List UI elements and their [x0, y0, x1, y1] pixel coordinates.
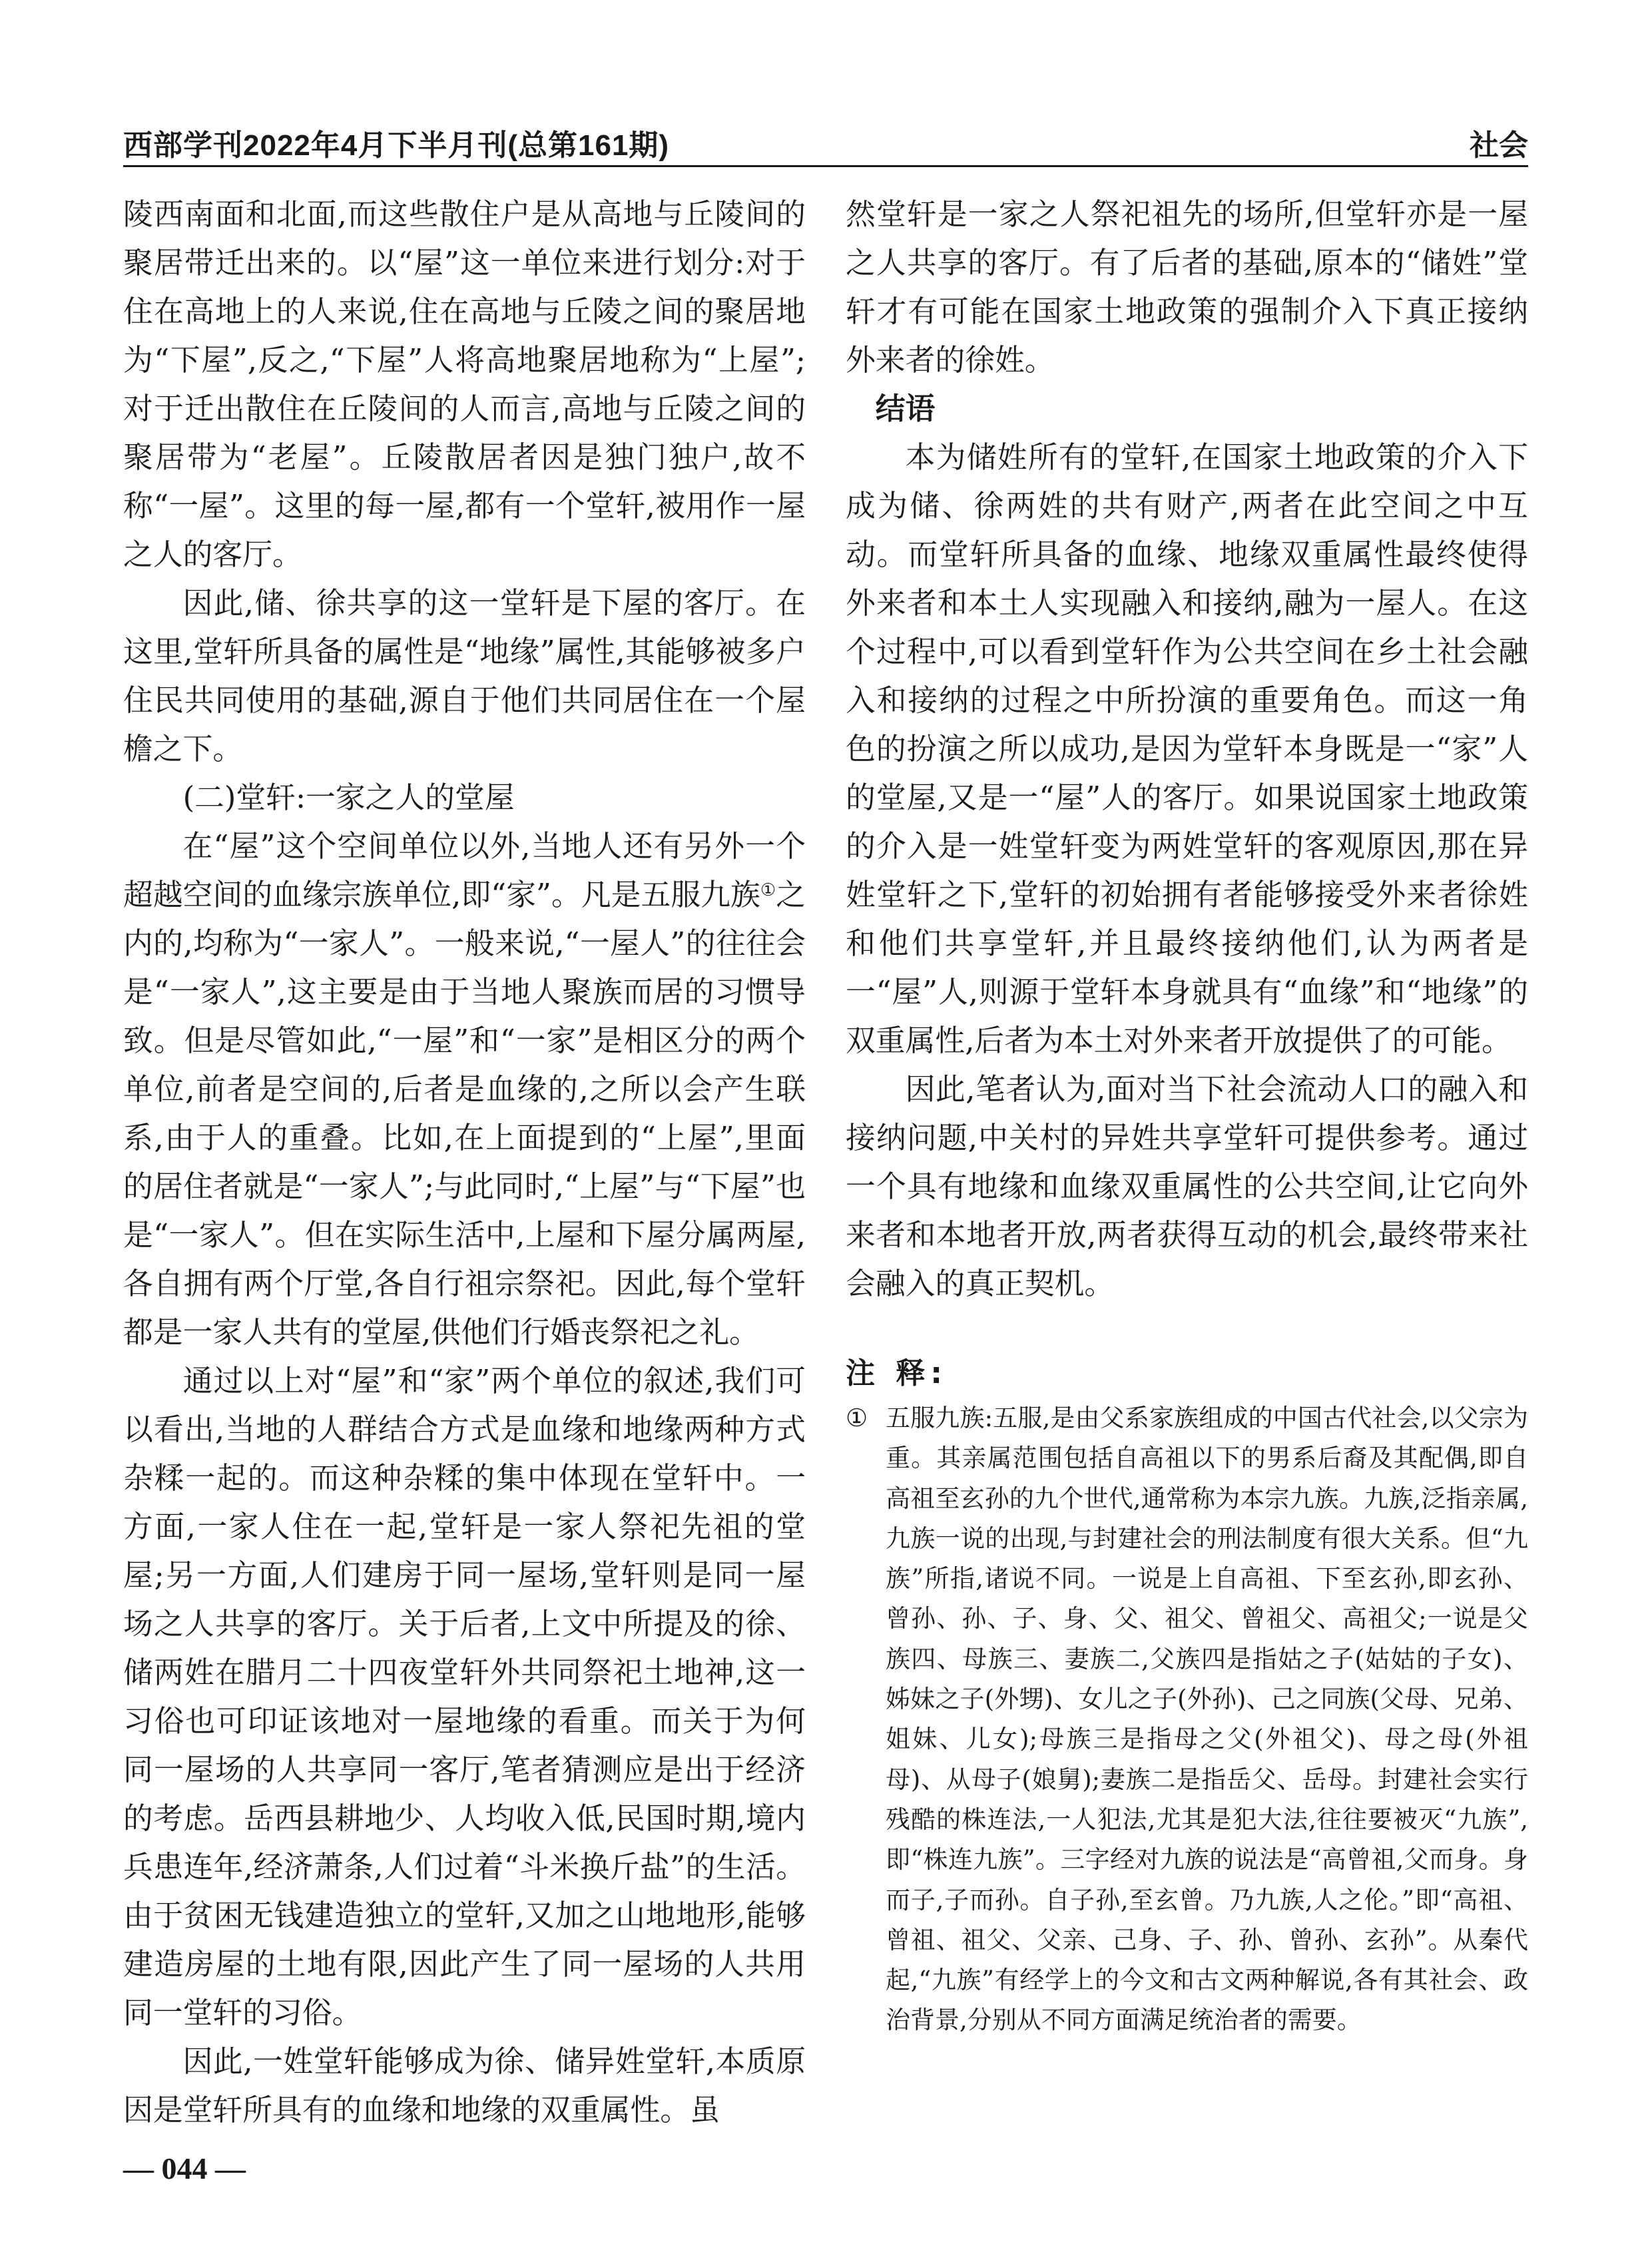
footnote-text: 五服九族:五服,是由父系家族组成的中国古代社会,以父宗为重。其亲属范围包括自高祖以下的男系后裔及其配偶,即自高祖至玄孙的九个世代,通常称为本宗九族。九族,泛指亲属,九族一说的出现,与封建社会的刑法制度有很大关系。但“九族”所指,诸说不同。一说是上自高祖、下至玄孙,即玄孙、曾孙、孙、子、身、父、祖父、曾祖父、高祖父;一说是父族四、母族三、妻族二,父族四是指姑之子(姑姑的子女)、姊妹之子(外甥)、女儿之子(外孙)、己之同族(父母、兄弟、姐妹、儿女);母族三是指母之父(外祖父)、母之母(外祖母)、从母子(娘舅);妻族二是指岳父、岳母。封建社会实行残酷的株连法,一人犯法,尤其是犯大法,往往要被灭“九族”,即“株连九族”。三字经对九族的说法是“高曾祖,父而身。身而子,子而孙。自子孙,至玄曾。乃九族,人之伦。”即“高祖、曾祖、祖父、父亲、己身、子、孙、曾孙、玄孙”。从秦代起,“九族”有经学上的今文和古文两种解说,各有其社会、政治背景,分别从不同方面满足统治者的需要。: [886, 1404, 1528, 2035]
paragraph: 本为储姓所有的堂轩,在国家土地政策的介入下成为储、徐两姓的共有财产,两者在此空间之中互动。而堂轩所具备的血缘、地缘双重属性最终使得外来者和本土人实现融入和接纳,融为一屋人。在这个过程中,可以看到堂轩作为公共空间在乡土社会融入和接纳的过程之中所扮演的重要角色。而这一角色的扮演之所以成功,是因为堂轩本身既是一“家”人的堂屋,又是一“屋”人的客厅。如果说国家土地政策的介入是一姓堂轩变为两姓堂轩的客观原因,那在异姓堂轩之下,堂轩的初始拥有者能够接受外来者徐姓和他们共享堂轩,并且最终接纳他们,认为两者是一“屋”人,则源于堂轩本身就具有“血缘”和“地缘”的双重属性,后者为本土对外来者开放提供了的可能。: [846, 439, 1528, 1058]
footnote-marker: ①: [846, 1404, 868, 1432]
notes-section: [846, 1352, 1528, 2041]
left-column: [123, 190, 806, 2134]
footnote-ref[interactable]: ①: [760, 880, 776, 900]
conclusion-heading: 结语: [875, 391, 936, 426]
page-number: — 044 —: [123, 2151, 246, 2185]
header-rule: [123, 165, 1528, 167]
section-subheading: (二)堂轩:一家之人的堂屋: [182, 780, 515, 815]
right-column: [846, 190, 1528, 1308]
notes-heading: 注 释:: [846, 1356, 948, 1390]
paragraph: 因此,笔者认为,面对当下社会流动人口的融入和接纳问题,中关村的异姓共享堂轩可提供参考。通过一个具有地缘和血缘双重属性的公共空间,让它向外来者和本地者开放,两者获得互动的机会,最终带来社会融入的真正契机。: [846, 1071, 1528, 1301]
journal-title: 西部学刊2022年4月下半月刊(总第161期): [123, 129, 670, 162]
paragraph: 然堂轩是一家之人祭祀祖先的场所,但堂轩亦是一屋之人共享的客厅。有了后者的基础,原本的“储姓”堂轩才有可能在国家土地政策的强制介入下真正接纳外来者的徐姓。: [846, 196, 1528, 378]
running-header: [123, 113, 1528, 166]
footnote: [846, 1398, 1528, 2041]
paragraph: 陵西南面和北面,而这些散住户是从高地与丘陵间的聚居带迁出来的。以“屋”这一单位来进行划分:对于住在高地上的人来说,住在高地与丘陵之间的聚居地为“下屋”,反之,“下屋”人将高地聚居地称为“上屋”;对于迁出散住在丘陵间的人而言,高地与丘陵之间的聚居带为“老屋”。丘陵散居者因是独门独户,故不称“一屋”。这里的每一屋,都有一个堂轩,被用作一屋之人的客厅。: [123, 196, 806, 572]
paragraph-text: 之内的,均称为“一家人”。一般来说,“一屋人”的往往会是“一家人”,这主要是由于当地人聚族而居的习惯导致。但是尽管如此,“一屋”和“一家”是相区分的两个单位,前者是空间的,后者是血缘的,之所以会产生联系,由于人的重叠。比如,在上面提到的“上屋”,里面的居住者就是“一家人”;与此同时,“上屋”与“下屋”也是“一家人”。但在实际生活中,上屋和下屋分属两屋,各自拥有两个厅堂,各自行祖宗祭祀。因此,每个堂轩都是一家人共有的堂屋,供他们行婚丧祭祀之礼。: [123, 877, 806, 1350]
paragraph: 通过以上对“屋”和“家”两个单位的叙述,我们可以看出,当地的人群结合方式是血缘和地缘两种方式杂糅一起的。而这种杂糅的集中体现在堂轩中。一方面,一家人住在一起,堂轩是一家人祭祀先祖的堂屋;另一方面,人们建房于同一屋场,堂轩则是同一屋场之人共享的客厅。关于后者,上文中所提及的徐、储两姓在腊月二十四夜堂轩外共同祭祀土地神,这一习俗也可印证该地对一屋地缘的看重。而关于为何同一屋场的人共享同一客厅,笔者猜测应是出于经济的考虑。岳西县耕地少、人均收入低,民国时期,境内兵患连年,经济萧条,人们过着“斗米换斤盐”的生活。由于贫困无钱建造独立的堂轩,又加之山地地形,能够建造房屋的土地有限,因此产生了同一屋场的人共用同一堂轩的习俗。: [123, 1363, 806, 2030]
paragraph: 因此,储、徐共享的这一堂轩是下屋的客厅。在这里,堂轩所具备的属性是“地缘”属性,其能够被多户住民共同使用的基础,源自于他们共同居住在一个屋檐之下。: [123, 585, 806, 766]
paragraph-text: 在“屋”这个空间单位以外,当地人还有另外一个超越空间的血缘宗族单位,即“家”。凡是五服九族: [123, 828, 806, 912]
paragraph: 因此,一姓堂轩能够成为徐、储异姓堂轩,本质原因是堂轩所具有的血缘和地缘的双重属性。虽: [123, 2044, 806, 2127]
paragraph: [123, 822, 806, 1356]
section-tag: 社会: [1470, 129, 1528, 162]
